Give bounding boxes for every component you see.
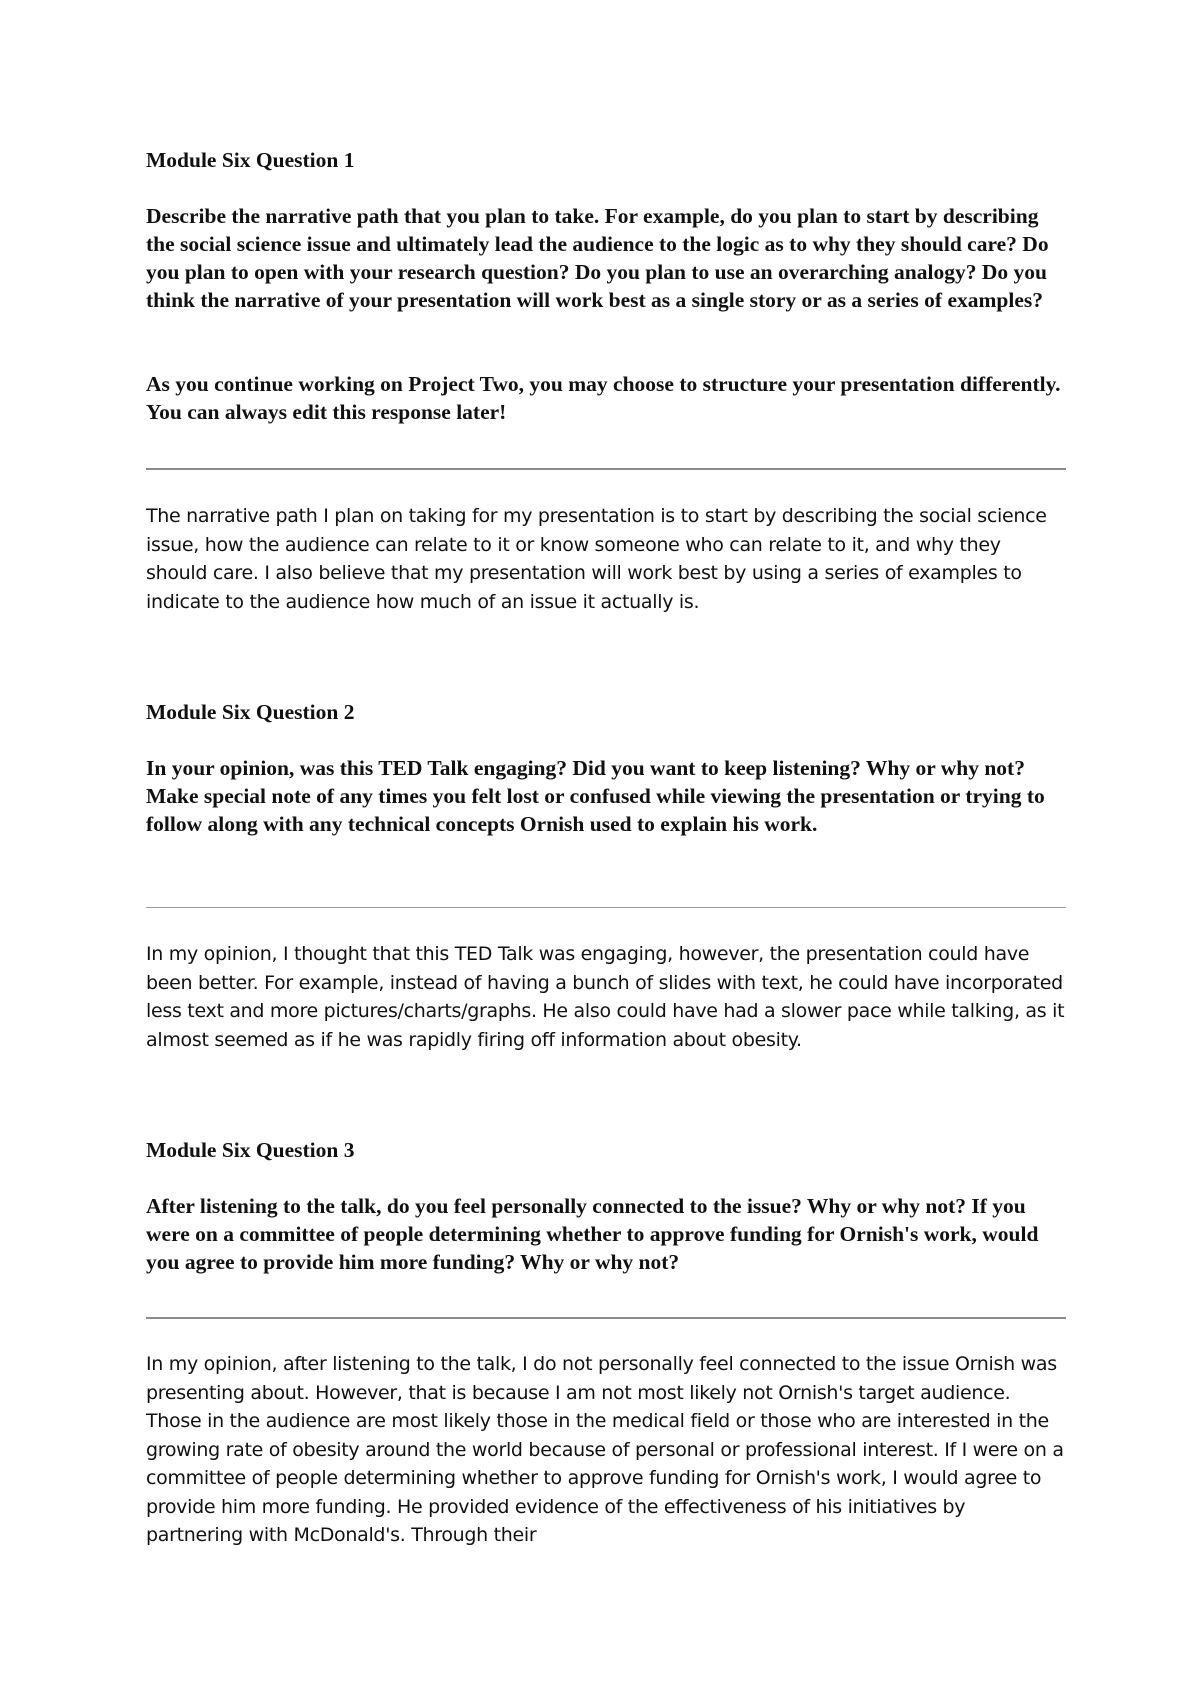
- answer-text: The narrative path I plan on taking for my presentation is to start by describing the social science issue, how the audience can relate to it or know someone who can relate to it, and why they should care. I also believe that my presentation will work best by using a series of examples to indicate to the audience how much of an issue it actually is.: [146, 505, 1047, 613]
- question-1-prompt: [146, 202, 1066, 314]
- question-1-prompt-note: [146, 370, 1066, 426]
- question-3-prompt: [146, 1192, 1066, 1276]
- question-prompt-paragraph: Describe the narrative path that you plan to take. For example, do you plan to start by describing the social science issue and ultimately lead the audience to the logic as to why they should care? Do you plan to open with your research question? Do you plan to use an overarching analogy? Do you think the narrative of your presentation will work best as a single story or as a series of examples?: [146, 204, 1049, 312]
- question-3-answer: [146, 1350, 1066, 1550]
- question-prompt-paragraph: As you continue working on Project Two, you may choose to structure your presentation differently. You can always edit this response later!: [146, 372, 1061, 424]
- question-prompt-paragraph: In your opinion, was this TED Talk engaging? Did you want to keep listening? Why or why not? Make special note of any times you felt lost or confused while viewing the presentation or trying to follow along with any technical concepts Ornish used to explain his work.: [146, 756, 1045, 836]
- answer-divider: [146, 1317, 1066, 1319]
- answer-text: In my opinion, I thought that this TED Talk was engaging, however, the presentation could have been better. For example, instead of having a bunch of slides with text, he could have incorporated less text and more pictures/charts/graphs. He also could have had a slower pace while talking, as it almost seemed as if he was rapidly firing off information about obesity.: [146, 943, 1065, 1051]
- question-2-prompt: [146, 754, 1066, 838]
- answer-text: In my opinion, after listening to the talk, I do not personally feel connected to the issue Ornish was presenting about. However, that is because I am not most likely not Ornish's target audience. Those in the audience are most likely those in the medical field or those who are interested in the growing rate of obesity around the world because of personal or professional interest. If I were on a committee of people determining whether to approve funding for Ornish's work, I would agree to provide him more funding. He provided evidence of the effectiveness of his initiatives by partnering with McDonald's. Through their: [146, 1353, 1064, 1546]
- answer-divider: [146, 907, 1066, 908]
- question-3-heading-block: [146, 1136, 1066, 1164]
- question-2-heading-block: [146, 698, 1066, 726]
- question-heading: Module Six Question 3: [146, 1138, 355, 1162]
- question-1-answer: [146, 502, 1066, 616]
- answer-divider: [146, 468, 1066, 470]
- question-2-answer: [146, 940, 1066, 1054]
- question-1-heading-block: [146, 146, 1066, 174]
- question-heading: Module Six Question 1: [146, 148, 355, 172]
- question-prompt-paragraph: After listening to the talk, do you feel personally connected to the issue? Why or why not? If you were on a committee of people determining whether to approve funding for Ornish's work, would you agree to provide him more funding? Why or why not?: [146, 1194, 1039, 1274]
- question-heading: Module Six Question 2: [146, 700, 355, 724]
